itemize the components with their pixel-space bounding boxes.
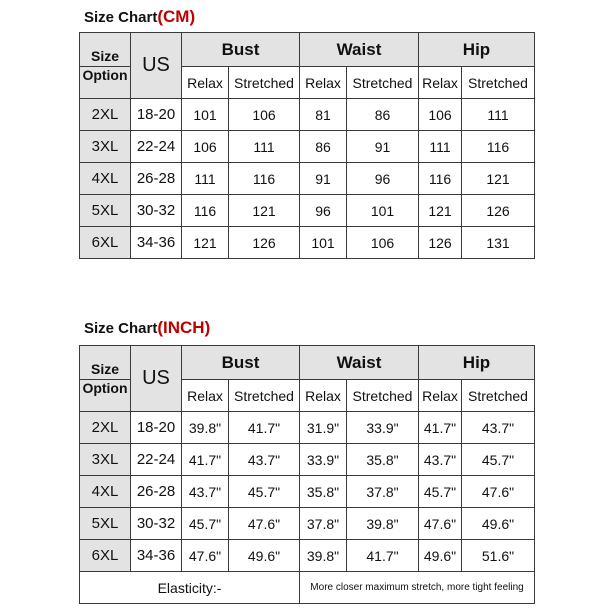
measure-cell: 39.8" <box>300 540 347 572</box>
measure-cell: 37.8" <box>347 476 419 508</box>
hip-header: Hip <box>419 33 535 67</box>
inch-header-row-top <box>80 346 535 380</box>
waist-relax-header: Relax <box>300 67 347 99</box>
measure-cell: 116 <box>182 195 229 227</box>
inch-title-text: Size Chart <box>84 320 158 337</box>
bust-stretched-header: Stretched <box>229 380 300 412</box>
size-header: Size <box>80 346 131 380</box>
measure-cell: 101 <box>347 195 419 227</box>
hip-header: Hip <box>419 346 535 380</box>
measure-cell: 33.9" <box>300 444 347 476</box>
measure-cell: 96 <box>347 163 419 195</box>
measure-cell: 49.6" <box>419 540 462 572</box>
measure-cell: 116 <box>419 163 462 195</box>
inch-table-footer <box>80 572 535 604</box>
measure-cell: 96 <box>300 195 347 227</box>
table-row <box>80 195 535 227</box>
measure-cell: 39.8" <box>182 412 229 444</box>
size-header: Size <box>80 33 131 67</box>
inch-chart-title <box>84 318 210 338</box>
waist-header: Waist <box>300 346 419 380</box>
measure-cell: 106 <box>347 227 419 259</box>
size-cell: 6XL <box>80 227 131 259</box>
table-row <box>80 508 535 540</box>
elasticity-row <box>80 572 535 604</box>
measure-cell: 101 <box>182 99 229 131</box>
measure-cell: 86 <box>300 131 347 163</box>
table-row <box>80 163 535 195</box>
measure-cell: 116 <box>462 131 535 163</box>
size-cell: 3XL <box>80 444 131 476</box>
measure-cell: 106 <box>182 131 229 163</box>
measure-cell: 111 <box>462 99 535 131</box>
measure-cell: 111 <box>419 131 462 163</box>
waist-header: Waist <box>300 33 419 67</box>
measure-cell: 91 <box>347 131 419 163</box>
option-header: Option <box>80 380 131 412</box>
measure-cell: 47.6" <box>462 476 535 508</box>
measure-cell: 47.6" <box>182 540 229 572</box>
us-size-cell: 22-24 <box>131 131 182 163</box>
measure-cell: 126 <box>419 227 462 259</box>
measure-cell: 106 <box>229 99 300 131</box>
table-row <box>80 476 535 508</box>
measure-cell: 91 <box>300 163 347 195</box>
size-cell: 4XL <box>80 163 131 195</box>
table-row <box>80 540 535 572</box>
us-size-cell: 30-32 <box>131 195 182 227</box>
hip-relax-header: Relax <box>419 67 462 99</box>
measure-cell: 121 <box>182 227 229 259</box>
cm-size-table <box>79 32 535 259</box>
us-size-cell: 22-24 <box>131 444 182 476</box>
bust-header: Bust <box>182 33 300 67</box>
measure-cell: 43.7" <box>462 412 535 444</box>
option-header: Option <box>80 67 131 99</box>
measure-cell: 33.9" <box>347 412 419 444</box>
size-cell: 6XL <box>80 540 131 572</box>
size-cell: 3XL <box>80 131 131 163</box>
cm-table-body <box>80 33 535 259</box>
measure-cell: 35.8" <box>347 444 419 476</box>
measure-cell: 116 <box>229 163 300 195</box>
hip-stretched-header: Stretched <box>462 67 535 99</box>
us-size-cell: 26-28 <box>131 476 182 508</box>
measure-cell: 45.7" <box>462 444 535 476</box>
waist-stretched-header: Stretched <box>347 380 419 412</box>
size-cell: 5XL <box>80 508 131 540</box>
cm-unit-label: (CM) <box>157 7 196 26</box>
measure-cell: 45.7" <box>229 476 300 508</box>
us-header: US <box>131 33 182 99</box>
measure-cell: 51.6" <box>462 540 535 572</box>
measure-cell: 111 <box>182 163 229 195</box>
measure-cell: 43.7" <box>229 444 300 476</box>
us-size-cell: 34-36 <box>131 540 182 572</box>
inch-table-body <box>80 346 535 572</box>
size-cell: 4XL <box>80 476 131 508</box>
table-row <box>80 444 535 476</box>
inch-unit-label: (INCH) <box>157 318 211 337</box>
waist-stretched-header: Stretched <box>347 67 419 99</box>
bust-stretched-header: Stretched <box>229 67 300 99</box>
hip-relax-header: Relax <box>419 380 462 412</box>
measure-cell: 43.7" <box>419 444 462 476</box>
measure-cell: 49.6" <box>462 508 535 540</box>
measure-cell: 41.7" <box>347 540 419 572</box>
measure-cell: 81 <box>300 99 347 131</box>
us-size-cell: 18-20 <box>131 99 182 131</box>
measure-cell: 101 <box>300 227 347 259</box>
measure-cell: 126 <box>229 227 300 259</box>
size-cell: 2XL <box>80 99 131 131</box>
us-size-cell: 34-36 <box>131 227 182 259</box>
measure-cell: 41.7" <box>182 444 229 476</box>
elasticity-label: Elasticity:- <box>80 572 300 604</box>
measure-cell: 47.6" <box>229 508 300 540</box>
bust-relax-header: Relax <box>182 380 229 412</box>
bust-relax-header: Relax <box>182 67 229 99</box>
table-row <box>80 131 535 163</box>
measure-cell: 121 <box>419 195 462 227</box>
measure-cell: 47.6" <box>419 508 462 540</box>
measure-cell: 126 <box>462 195 535 227</box>
waist-relax-header: Relax <box>300 380 347 412</box>
bust-header: Bust <box>182 346 300 380</box>
measure-cell: 43.7" <box>182 476 229 508</box>
cm-title-text: Size Chart <box>84 9 158 26</box>
measure-cell: 49.6" <box>229 540 300 572</box>
size-cell: 2XL <box>80 412 131 444</box>
measure-cell: 41.7" <box>229 412 300 444</box>
measure-cell: 111 <box>229 131 300 163</box>
us-size-cell: 18-20 <box>131 412 182 444</box>
us-size-cell: 30-32 <box>131 508 182 540</box>
elasticity-note: More closer maximum stretch, more tight feeling <box>300 572 535 604</box>
table-row <box>80 227 535 259</box>
cm-header-row-top <box>80 33 535 67</box>
measure-cell: 35.8" <box>300 476 347 508</box>
measure-cell: 131 <box>462 227 535 259</box>
measure-cell: 106 <box>419 99 462 131</box>
measure-cell: 41.7" <box>419 412 462 444</box>
table-row <box>80 412 535 444</box>
measure-cell: 39.8" <box>347 508 419 540</box>
us-header: US <box>131 346 182 412</box>
cm-chart-title <box>84 7 195 27</box>
size-cell: 5XL <box>80 195 131 227</box>
measure-cell: 45.7" <box>419 476 462 508</box>
inch-size-table <box>79 345 535 604</box>
measure-cell: 37.8" <box>300 508 347 540</box>
measure-cell: 45.7" <box>182 508 229 540</box>
table-row <box>80 99 535 131</box>
measure-cell: 86 <box>347 99 419 131</box>
measure-cell: 121 <box>462 163 535 195</box>
us-size-cell: 26-28 <box>131 163 182 195</box>
measure-cell: 121 <box>229 195 300 227</box>
measure-cell: 31.9" <box>300 412 347 444</box>
hip-stretched-header: Stretched <box>462 380 535 412</box>
